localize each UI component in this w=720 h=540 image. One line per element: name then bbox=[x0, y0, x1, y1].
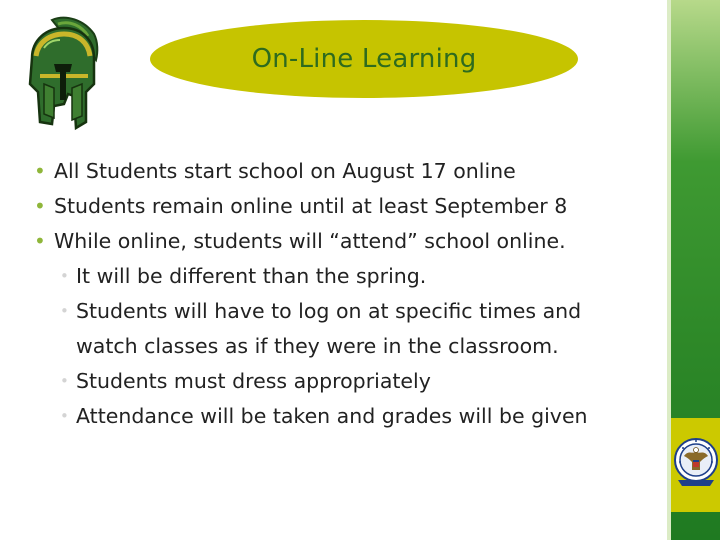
sub-bullet-text: Attendance will be taken and grades will be given bbox=[76, 404, 588, 428]
bullet-dot-icon: • bbox=[60, 407, 69, 425]
bullet-item bbox=[34, 224, 664, 259]
spartan-helmet-icon bbox=[14, 14, 106, 132]
bullet-dot-icon: • bbox=[34, 229, 46, 253]
bullet-text: All Students start school on August 17 online bbox=[54, 159, 516, 183]
bullet-dot-icon: • bbox=[34, 159, 46, 183]
sub-bullet-text: It will be different than the spring. bbox=[76, 264, 427, 288]
sub-bullet-item bbox=[34, 364, 664, 399]
bullet-text: While online, students will “attend” school online. bbox=[54, 229, 566, 253]
bullet-dot-icon: • bbox=[34, 194, 46, 218]
bullet-dot-icon: • bbox=[60, 372, 69, 390]
sub-bullet-item bbox=[34, 259, 664, 294]
bullet-dot-icon: • bbox=[60, 267, 69, 285]
sub-bullet-item bbox=[34, 294, 634, 364]
sub-bullet-text: Students will have to log on at specific times and watch classes as if they were in the classroom. bbox=[76, 299, 582, 358]
bullet-text: Students remain online until at least September 8 bbox=[54, 194, 568, 218]
bullet-list bbox=[34, 154, 664, 434]
sub-bullet-item bbox=[34, 399, 664, 434]
bullet-dot-icon: • bbox=[60, 302, 69, 320]
eagle-seal-icon bbox=[674, 426, 720, 490]
bullet-item bbox=[34, 189, 664, 224]
title-banner bbox=[150, 20, 578, 98]
bullet-item bbox=[34, 154, 664, 189]
slide-title: On-Line Learning bbox=[251, 44, 477, 74]
sub-bullet-text: Students must dress appropriately bbox=[76, 369, 431, 393]
